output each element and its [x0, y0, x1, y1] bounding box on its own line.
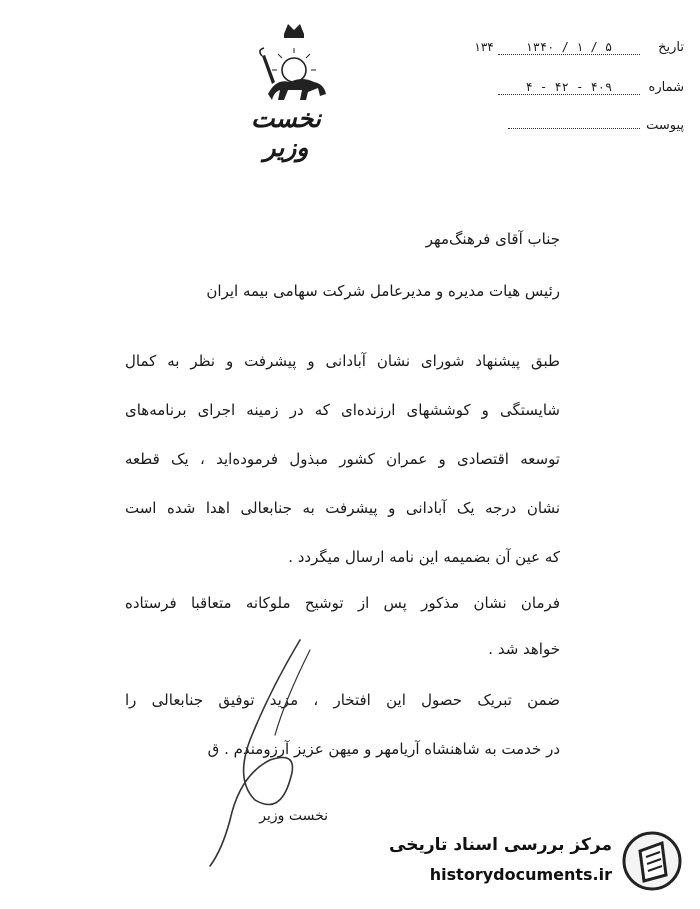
- watermark: [389, 829, 682, 895]
- lion-and-sun-emblem-icon: [254, 20, 334, 108]
- body-line: در خدمت به شاهنشاه آریامهر و میهن عزیز آرزومندم . ق: [207, 740, 560, 758]
- date-value: ۵ / ۱ / ۱۳۴۰: [498, 40, 640, 55]
- attachment-label: پیوست: [646, 118, 684, 133]
- body-line: نشان درجه یک آبادانی و پیشرفت به جنابعالی اهدا شده است: [125, 499, 560, 517]
- number-value: ۴۰۹ - ۴۲ - ۴: [498, 80, 640, 95]
- date-field: [444, 40, 684, 55]
- watermark-url: historydocuments.ir: [429, 865, 612, 884]
- handwritten-signature: [150, 630, 380, 870]
- body-line: ضمن تبریک حصول این افتخار ، مزید توفیق جنابعالی را: [125, 691, 560, 709]
- number-label: شماره: [648, 80, 684, 95]
- year-prefix: ۱۳۴: [474, 40, 494, 54]
- number-field: [444, 80, 684, 95]
- body-line: خواهد شد .: [488, 640, 560, 658]
- archive-logo-icon: [622, 829, 682, 893]
- body-line: که عین آن بضمیمه این نامه ارسال میگردد .: [288, 548, 560, 566]
- body-line: طبق پیشنهاد شورای نشان آبادانی و پیشرفت و نظر به کمال: [125, 352, 560, 370]
- body-line: شایستگی و کوششهای ارزنده‌ای که در زمینه اجرای برنامه‌های: [125, 401, 560, 419]
- body-line: فرمان نشان مذکور پس از توشیح ملوکانه متعاقبا فرستاده: [125, 594, 560, 612]
- date-label: تاریخ: [658, 40, 684, 55]
- addressee: جناب آقای فرهنگ‌مهر: [425, 230, 560, 248]
- body-line: توسعه اقتصادی و عمران کشور مبذول فرموده‌اید ، یک قطعه: [125, 450, 560, 468]
- closing-title: نخست وزیر: [259, 808, 328, 824]
- attachment-value: [508, 128, 640, 129]
- addressee-role: رئیس هیات مدیره و مدیرعامل شرکت سهامی بیمه ایران: [206, 282, 560, 300]
- attachment-field: [444, 118, 684, 133]
- watermark-name: مرکز بررسی اسناد تاریخی: [389, 835, 612, 855]
- office-title: نخست وزیر: [251, 104, 321, 162]
